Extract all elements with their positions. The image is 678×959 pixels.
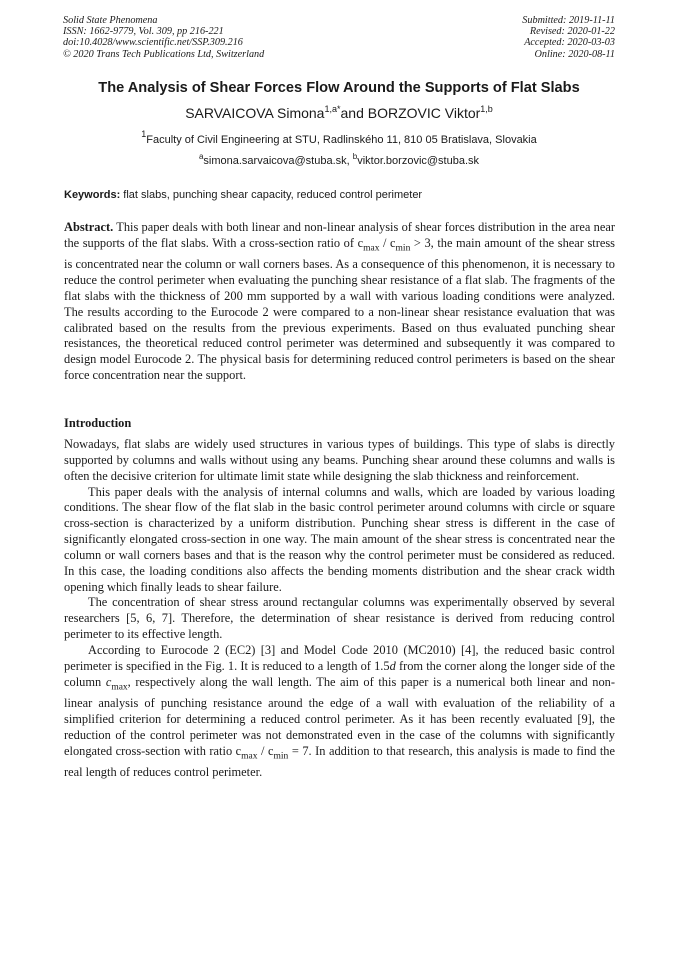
abstract-label: Abstract. bbox=[64, 220, 114, 234]
journal-name: Solid State Phenomena bbox=[63, 15, 158, 26]
submission-dates bbox=[522, 15, 615, 60]
introduction-body bbox=[64, 437, 615, 781]
p4-text-b: from the corner along the longer side of the column bbox=[64, 658, 615, 689]
author-1-affil: 1,a* bbox=[324, 104, 341, 114]
date-online: Online: 2020-08-11 bbox=[534, 48, 615, 60]
author-emails bbox=[0, 152, 678, 167]
affiliation bbox=[0, 129, 678, 146]
author-2-affil: 1,b bbox=[480, 104, 493, 114]
keywords-label: Keywords: bbox=[64, 189, 121, 201]
p4-text-c: , respectively along the wall length. The aim of this paper is a numerical both linear and non-linear analysis of punching resistance around the edge of a wall with evaluation of the reliability of a simplified criterion for determining a reduced control perimeter. As it has been recently evaluated [9], the reduction of the control perimeter was not demonstrated even in the case of the columns with significantly elongated cross-section with ratio c bbox=[64, 674, 616, 758]
date-revised: Revised: 2020-01-22 bbox=[529, 26, 615, 38]
abstract-text-3: > 3, the main amount of the shear stress is concentrated near the column or wall corners bases. As a consequence of this phenomenon, it is necessary to reduce the control perimeter when evaluating the punching shear resistance of a flat slab. The fragments of the flat slabs with the thickness of 200 mm supported by a wall with various loading conditions were analyzed. The results according to the Eurocode 2 were compared to a non-linear shear resistance evaluation that was calibrated based on the results from the previous experiments. Based on thus evaluated punching shear resistances, the theoretical reduced control perimeter was determined and subsequently it was compared to design model Eurocode 2. The physical basis for determining reduced control perimeters is based on the shear force concentration near the support. bbox=[64, 235, 616, 383]
intro-paragraph-3: The concentration of shear stress around rectangular columns was experimentally observed by several researchers [5, 6, 7]. Therefore, the determination of shear resistance is derived from reducing control perimeter to its effective length. bbox=[64, 595, 615, 642]
email-a-mark: a bbox=[198, 152, 204, 161]
p4-sub-cmax: max bbox=[111, 682, 128, 693]
journal-doi: doi:10.4028/www.scientific.net/SSP.309.216 bbox=[63, 37, 243, 49]
abstract-sub-min: min bbox=[395, 243, 411, 254]
journal-info bbox=[63, 15, 264, 60]
author-2: BORZOVIC Viktor bbox=[367, 105, 481, 121]
abstract-sub-max: max bbox=[363, 243, 380, 254]
intro-paragraph-2: This paper deals with the analysis of internal columns and walls, which are loaded by various loading conditions. The shear flow of the flat slab in the basic control perimeter around columns with circle or square cross-section is characterized by a uniform distribution. Punching shear stress is different in the case of significantly elongated cross-section in one way. The main amount of the shear stress is concentrated near the column or wall corners bases and that is the reason why the control perimeter must be considered as reduced. In this case, the loading conditions also affects the bending moments distribution and the shear crack width opening which finally leads to shear failure. bbox=[64, 484, 615, 594]
journal-copyright: © 2020 Trans Tech Publications Ltd, Switzerland bbox=[63, 48, 265, 60]
keywords bbox=[64, 189, 616, 201]
author-1: SARVAICOVA Simona bbox=[185, 105, 325, 121]
date-submitted: Submitted: 2019-11-11 bbox=[522, 15, 615, 26]
abstract bbox=[64, 220, 615, 384]
abstract-text-1: This paper deals with both linear and non-linear analysis of shear forces distribution in the area near the supports of the flat slabs. With a cross-section ratio of c bbox=[64, 220, 615, 250]
p4-text-d: / c bbox=[257, 743, 274, 758]
intro-paragraph-4 bbox=[64, 643, 615, 781]
author-connector: and bbox=[340, 105, 368, 121]
date-accepted: Accepted: 2020-03-03 bbox=[524, 37, 615, 49]
p4-text-a: According to Eurocode 2 (EC2) [3] and Model Code 2010 (MC2010) [4], the reduced basic control perimeter is specified in the Fig. 1. It is reduced to a length of 1.5 bbox=[64, 642, 615, 673]
p4-text-e: = 7. In addition to that research, this analysis is made to find the real length of reduces control perimeter. bbox=[64, 743, 615, 779]
abstract-text-2: / c bbox=[379, 235, 396, 250]
email-b-mark: b bbox=[352, 152, 358, 161]
email-b: viktor.borzovic@stuba.sk bbox=[357, 155, 480, 167]
email-a: simona.sarvaicova@stuba.sk, bbox=[203, 155, 353, 167]
author-line bbox=[0, 105, 678, 121]
p4-sub-min: min bbox=[273, 750, 289, 761]
p4-sub-max: max bbox=[241, 750, 258, 761]
p4-var-d: d bbox=[389, 658, 396, 673]
intro-paragraph-1: Nowadays, flat slabs are widely used structures in various types of buildings. This type of slabs is directly supported by columns and walls without using any beams. Punching shear around these columns and walls is often the decisive criterion for ultimate limit state while designing the slab thickness and reinforcement. bbox=[64, 437, 615, 483]
p4-var-c: c bbox=[105, 674, 112, 689]
introduction-heading: Introduction bbox=[64, 416, 132, 430]
keywords-text: flat slabs, punching shear capacity, reduced control perimeter bbox=[120, 189, 423, 201]
paper-title: The Analysis of Shear Forces Flow Around the Supports of Flat Slabs bbox=[98, 80, 580, 96]
affiliation-mark: 1 bbox=[141, 129, 147, 139]
affiliation-text: Faculty of Civil Engineering at STU, Radlinského 11, 810 05 Bratislava, Slovakia bbox=[146, 134, 537, 146]
journal-issn: ISSN: 1662-9779, Vol. 309, pp 216-221 bbox=[63, 26, 224, 38]
